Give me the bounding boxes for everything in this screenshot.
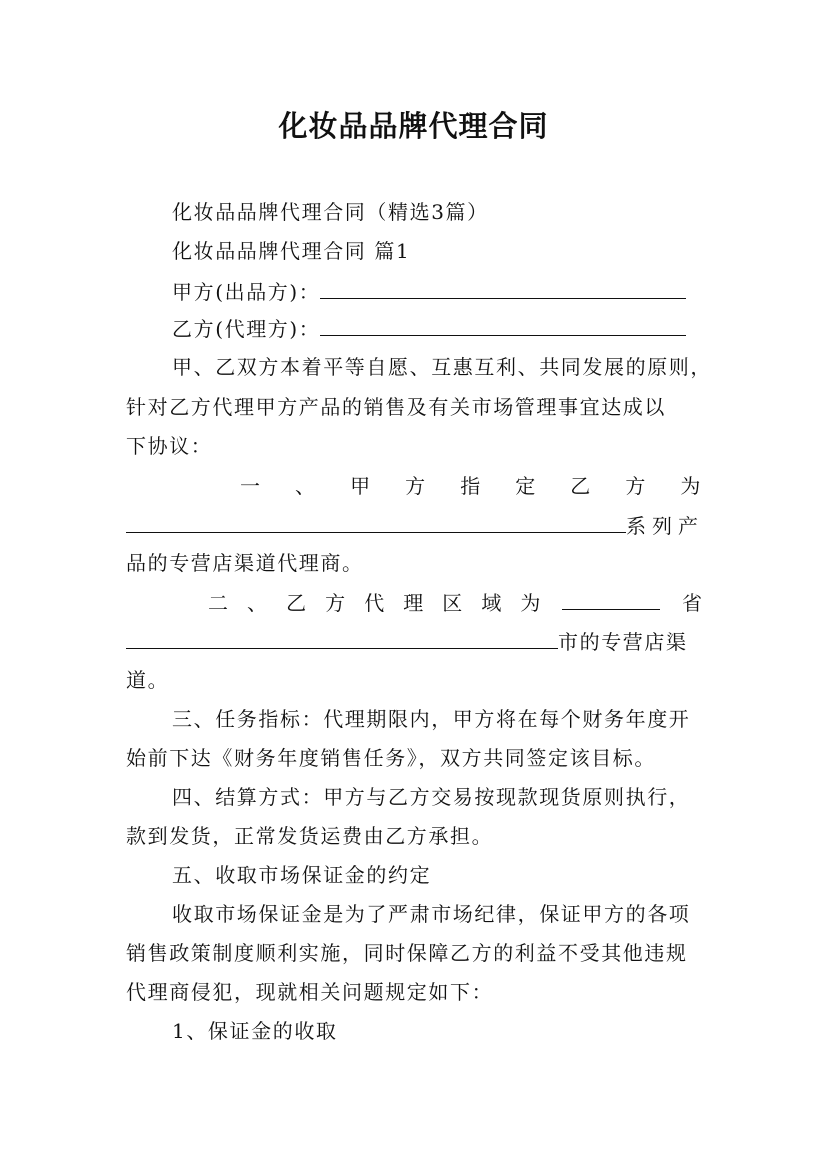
clause2-char: 二 — [208, 591, 230, 615]
document-subtitle: 化妆品品牌代理合同（精选3篇） — [172, 200, 489, 224]
clause1-char: 方 — [625, 474, 647, 498]
clause1-char: 、 — [295, 474, 317, 498]
clause1-char: 甲 — [350, 474, 372, 498]
party-b-blank — [320, 317, 686, 336]
clause1-char: 为 — [680, 474, 702, 498]
document-title: 化妆品品牌代理合同 — [278, 109, 549, 143]
clause1-line-3: 品的专营店渠道代理商。 — [126, 551, 364, 575]
clause1-head — [240, 473, 702, 499]
clause2-char: 、 — [247, 591, 269, 615]
clause1-char: 指 — [460, 474, 482, 498]
clause2-char: 代 — [364, 591, 386, 615]
intro-line-2: 针对乙方代理甲方产品的销售及有关市场管理事宜达成以 — [126, 395, 666, 419]
clause4-line-1: 四、结算方式：甲方与乙方交易按现款现货原则执行， — [172, 785, 691, 809]
clause2-char: 乙 — [286, 591, 308, 615]
clause2-char: 域 — [481, 591, 503, 615]
intro-line-3: 下协议： — [126, 434, 213, 458]
clause5-heading: 五、收取市场保证金的约定 — [172, 863, 432, 887]
clause5-line-3: 代理商侵犯，现就相关问题规定如下： — [126, 980, 494, 1004]
clause2-char: 理 — [403, 591, 425, 615]
province-label: 省 — [682, 591, 704, 615]
clause1-char: 定 — [515, 474, 537, 498]
clause2-head — [208, 590, 704, 616]
party-a-label: 甲方(出品方)： — [172, 280, 321, 304]
clause1-line-2 — [126, 513, 704, 539]
party-b-label: 乙方(代理方)： — [172, 317, 321, 341]
clause5-line-2: 销售政策制度顺利实施，同时保障乙方的利益不受其他违规 — [126, 941, 688, 965]
product-series-blank — [126, 514, 626, 533]
clause1-char: 一 — [240, 474, 262, 498]
clause2-line-2 — [126, 629, 704, 655]
intro-line-1: 甲、乙双方本着平等自愿、互惠互利、共同发展的原则， — [172, 355, 712, 379]
clause1-char: 方 — [405, 474, 427, 498]
clause1-char: 乙 — [570, 474, 592, 498]
section-heading: 化妆品品牌代理合同 篇1 — [172, 239, 411, 263]
clause2-char: 为 — [520, 591, 542, 615]
clause3-line-2: 始前下达《财务年度销售任务》，双方共同签定该目标。 — [126, 746, 656, 770]
clause2-tail: 市的专营店渠 — [558, 630, 688, 654]
city-blank — [126, 630, 558, 649]
clause1-tail: 系列产 — [626, 514, 704, 538]
party-a-blank — [320, 280, 686, 299]
party-b-line — [172, 316, 704, 342]
clause5-line-1: 收取市场保证金是为了严肃市场纪律，保证甲方的各项 — [172, 902, 691, 926]
party-a-line — [172, 279, 704, 305]
item-1-heading: 1、保证金的收取 — [172, 1019, 338, 1043]
clause3-line-1: 三、任务指标：代理期限内，甲方将在每个财务年度开 — [172, 707, 691, 731]
clause4-line-2: 款到发货，正常发货运费由乙方承担。 — [126, 824, 494, 848]
province-blank — [562, 591, 660, 610]
clause2-line-3: 道。 — [126, 668, 170, 692]
clause2-char: 区 — [442, 591, 464, 615]
clause2-head-chars — [208, 590, 542, 616]
clause2-char: 方 — [325, 591, 347, 615]
